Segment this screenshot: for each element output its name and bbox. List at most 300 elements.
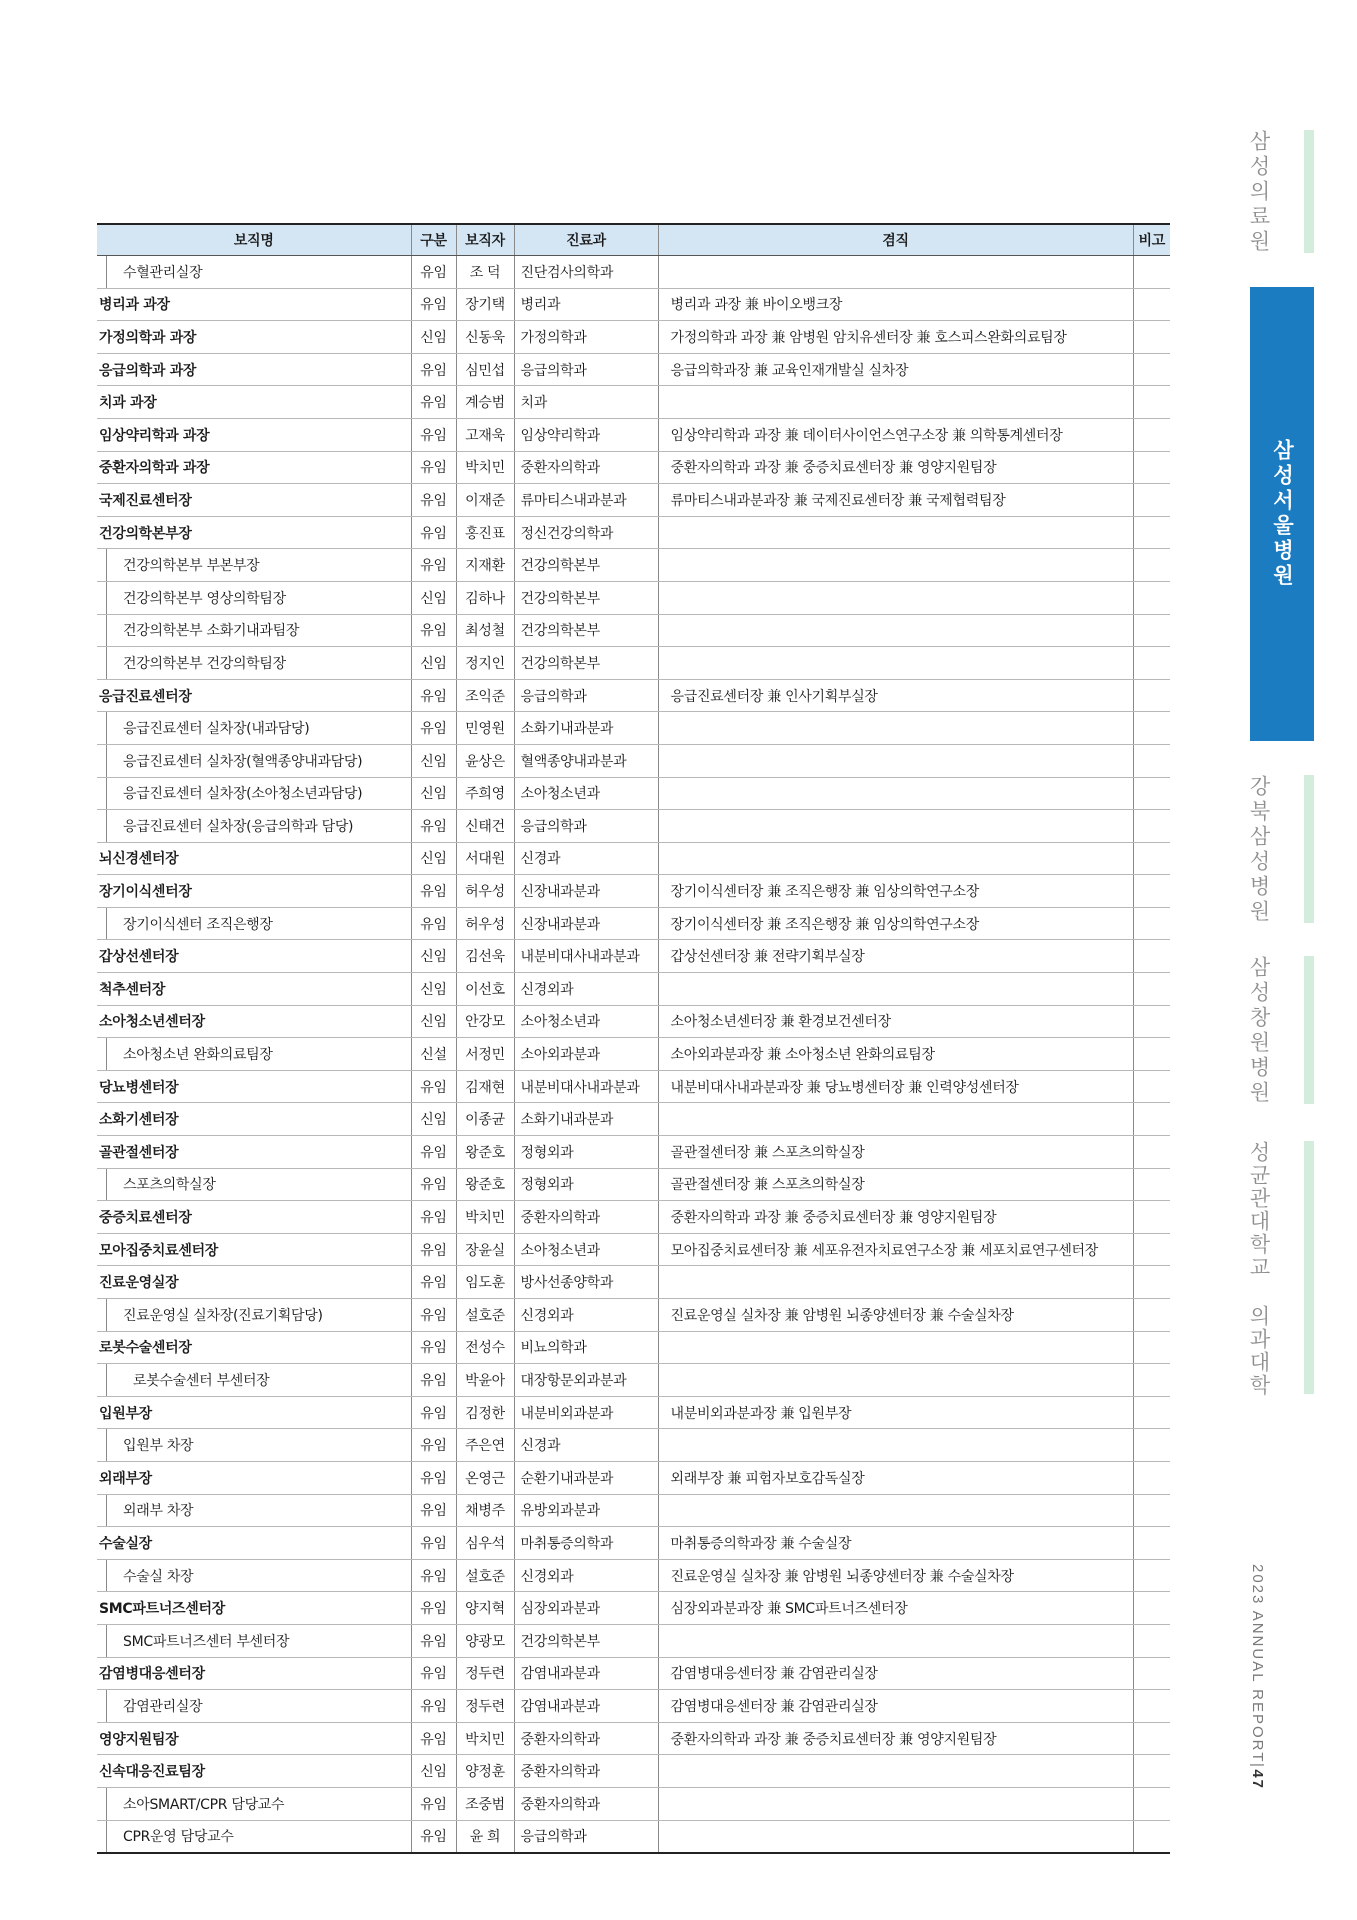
type-cell: 신임 <box>411 321 456 354</box>
position-cell: 외래부 차장 <box>97 1494 411 1527</box>
department-cell: 비뇨의학과 <box>514 1331 658 1364</box>
type-cell: 신임 <box>411 973 456 1006</box>
position-cell: 병리과 과장 <box>97 288 411 321</box>
table-row <box>97 940 1170 973</box>
position-cell: 응급진료센터장 <box>97 679 411 712</box>
concurrent-cell: 감염병대응센터장 兼 감염관리실장 <box>658 1657 1133 1690</box>
department-cell: 건강의학본부 <box>514 1624 658 1657</box>
position-cell: 국제진료센터장 <box>97 484 411 517</box>
concurrent-cell <box>658 1624 1133 1657</box>
table-row <box>97 1038 1170 1071</box>
note-cell <box>1133 1690 1170 1723</box>
type-cell: 유임 <box>411 1527 456 1560</box>
table-row <box>97 1820 1170 1853</box>
concurrent-cell <box>658 1364 1133 1397</box>
header-concurrent: 겸직 <box>658 224 1133 256</box>
type-cell: 유임 <box>411 679 456 712</box>
type-cell: 유임 <box>411 1364 456 1397</box>
department-cell: 중환자의학과 <box>514 1201 658 1234</box>
position-cell: 응급의학과 과장 <box>97 353 411 386</box>
concurrent-cell <box>658 256 1133 289</box>
type-cell: 유임 <box>411 1592 456 1625</box>
position-cell: 장기이식센터장 <box>97 875 411 908</box>
concurrent-cell <box>658 712 1133 745</box>
department-cell: 혈액종양내과분과 <box>514 744 658 777</box>
note-cell <box>1133 1494 1170 1527</box>
position-cell: SMC파트너즈센터장 <box>97 1592 411 1625</box>
person-cell: 이재준 <box>456 484 514 517</box>
department-cell: 내분비대사내과분과 <box>514 1070 658 1103</box>
page-number: 47 <box>1249 1769 1266 1790</box>
person-cell: 이선호 <box>456 973 514 1006</box>
concurrent-cell <box>658 1787 1133 1820</box>
table-row <box>97 1266 1170 1299</box>
note-cell <box>1133 679 1170 712</box>
position-cell: 갑상선센터장 <box>97 940 411 973</box>
table-row <box>97 973 1170 1006</box>
position-cell: 응급진료센터 실차장(응급의학과 담당) <box>97 810 411 843</box>
type-cell: 유임 <box>411 418 456 451</box>
type-cell: 유임 <box>411 907 456 940</box>
person-cell: 이종균 <box>456 1103 514 1136</box>
table-row <box>97 1657 1170 1690</box>
type-cell: 유임 <box>411 614 456 647</box>
concurrent-cell: 중환자의학과 과장 兼 중증치료센터장 兼 영양지원팀장 <box>658 451 1133 484</box>
department-cell: 정형외과 <box>514 1136 658 1169</box>
note-cell <box>1133 875 1170 908</box>
department-cell: 소화기내과분과 <box>514 1103 658 1136</box>
table-row <box>97 549 1170 582</box>
concurrent-cell <box>658 614 1133 647</box>
department-cell: 병리과 <box>514 288 658 321</box>
department-cell: 심장외과분과 <box>514 1592 658 1625</box>
person-cell: 심우석 <box>456 1527 514 1560</box>
concurrent-cell: 소아청소년센터장 兼 환경보건센터장 <box>658 1005 1133 1038</box>
concurrent-cell <box>658 1103 1133 1136</box>
table-row <box>97 451 1170 484</box>
position-cell: SMC파트너즈센터 부센터장 <box>97 1624 411 1657</box>
type-cell: 유임 <box>411 1722 456 1755</box>
table-row <box>97 875 1170 908</box>
note-cell <box>1133 1364 1170 1397</box>
department-cell: 류마티스내과분과 <box>514 484 658 517</box>
person-cell: 정지인 <box>456 647 514 680</box>
note-cell <box>1133 256 1170 289</box>
note-cell <box>1133 1657 1170 1690</box>
type-cell: 신임 <box>411 940 456 973</box>
note-cell <box>1133 1559 1170 1592</box>
note-cell <box>1133 1396 1170 1429</box>
position-cell: 소아SMART/CPR 담당교수 <box>97 1787 411 1820</box>
concurrent-cell <box>658 581 1133 614</box>
type-cell: 유임 <box>411 1233 456 1266</box>
person-cell: 장기택 <box>456 288 514 321</box>
concurrent-cell: 소아외과분과장 兼 소아청소년 완화의료팀장 <box>658 1038 1133 1071</box>
side-tab-samsung-seoul-hospital <box>1250 287 1314 741</box>
concurrent-cell <box>658 1494 1133 1527</box>
type-cell: 유임 <box>411 1624 456 1657</box>
table-row <box>97 1494 1170 1527</box>
type-cell: 유임 <box>411 288 456 321</box>
department-cell: 대장항문외과분과 <box>514 1364 658 1397</box>
department-cell: 유방외과분과 <box>514 1494 658 1527</box>
position-cell: 입원부 차장 <box>97 1429 411 1462</box>
note-cell <box>1133 1103 1170 1136</box>
type-cell: 유임 <box>411 1494 456 1527</box>
type-cell: 유임 <box>411 1136 456 1169</box>
type-cell: 신임 <box>411 1005 456 1038</box>
position-cell: 수혈관리실장 <box>97 256 411 289</box>
department-cell: 진단검사의학과 <box>514 256 658 289</box>
person-cell: 채병주 <box>456 1494 514 1527</box>
note-cell <box>1133 647 1170 680</box>
position-cell: 중환자의학과 과장 <box>97 451 411 484</box>
concurrent-cell <box>658 1755 1133 1788</box>
position-cell: 스포츠의학실장 <box>97 1168 411 1201</box>
note-cell <box>1133 940 1170 973</box>
concurrent-cell: 병리과 과장 兼 바이오뱅크장 <box>658 288 1133 321</box>
side-tab-samsung-changwon-hospital: 삼성창원병원 <box>1247 956 1271 1106</box>
concurrent-cell <box>658 516 1133 549</box>
concurrent-cell: 갑상선센터장 兼 전략기획부실장 <box>658 940 1133 973</box>
table-row <box>97 614 1170 647</box>
concurrent-cell: 진료운영실 실차장 兼 암병원 뇌종양센터장 兼 수술실차장 <box>658 1559 1133 1592</box>
person-cell: 박치민 <box>456 1722 514 1755</box>
concurrent-cell: 마취통증의학과장 兼 수술실장 <box>658 1527 1133 1560</box>
concurrent-cell <box>658 973 1133 1006</box>
table-row <box>97 777 1170 810</box>
note-cell <box>1133 1070 1170 1103</box>
position-cell: 척추센터장 <box>97 973 411 1006</box>
person-cell: 주은연 <box>456 1429 514 1462</box>
department-cell: 신장내과분과 <box>514 907 658 940</box>
table-row <box>97 1070 1170 1103</box>
type-cell: 유임 <box>411 1820 456 1853</box>
person-cell: 지재환 <box>456 549 514 582</box>
note-cell <box>1133 1429 1170 1462</box>
note-cell <box>1133 973 1170 1006</box>
table-row <box>97 484 1170 517</box>
type-cell: 유임 <box>411 1559 456 1592</box>
position-cell: 로봇수술센터 부센터장 <box>97 1364 411 1397</box>
note-cell <box>1133 1299 1170 1332</box>
table-row <box>97 1299 1170 1332</box>
table-row <box>97 1201 1170 1234</box>
department-cell: 신경외과 <box>514 973 658 1006</box>
appointments-table <box>97 223 1170 1854</box>
department-cell: 정신건강의학과 <box>514 516 658 549</box>
note-cell <box>1133 1168 1170 1201</box>
note-cell <box>1133 712 1170 745</box>
table-row <box>97 1136 1170 1169</box>
note-cell <box>1133 1266 1170 1299</box>
person-cell: 심민섭 <box>456 353 514 386</box>
position-cell: 골관절센터장 <box>97 1136 411 1169</box>
position-cell: 임상약리학과 과장 <box>97 418 411 451</box>
note-cell <box>1133 1527 1170 1560</box>
concurrent-cell: 외래부장 兼 피험자보호감독실장 <box>658 1461 1133 1494</box>
table-row <box>97 1527 1170 1560</box>
header-department: 진료과 <box>514 224 658 256</box>
department-cell: 정형외과 <box>514 1168 658 1201</box>
type-cell: 유임 <box>411 386 456 419</box>
department-cell: 건강의학본부 <box>514 581 658 614</box>
person-cell: 서대원 <box>456 842 514 875</box>
type-cell: 유임 <box>411 1168 456 1201</box>
person-cell: 김재현 <box>456 1070 514 1103</box>
table-row <box>97 842 1170 875</box>
table-row <box>97 744 1170 777</box>
concurrent-cell <box>658 549 1133 582</box>
side-tab-bar <box>1304 130 1314 253</box>
person-cell: 김하나 <box>456 581 514 614</box>
person-cell: 허우성 <box>456 907 514 940</box>
concurrent-cell <box>658 647 1133 680</box>
note-cell <box>1133 777 1170 810</box>
concurrent-cell <box>658 810 1133 843</box>
person-cell: 왕준호 <box>456 1168 514 1201</box>
note-cell <box>1133 1136 1170 1169</box>
person-cell: 정두련 <box>456 1690 514 1723</box>
person-cell: 홍진표 <box>456 516 514 549</box>
position-cell: 소아청소년 완화의료팀장 <box>97 1038 411 1071</box>
type-cell: 유임 <box>411 353 456 386</box>
concurrent-cell: 중환자의학과 과장 兼 중증치료센터장 兼 영양지원팀장 <box>658 1722 1133 1755</box>
concurrent-cell: 모아집중치료센터장 兼 세포유전자치료연구소장 兼 세포치료연구센터장 <box>658 1233 1133 1266</box>
department-cell: 소아청소년과 <box>514 1233 658 1266</box>
side-tab-bar <box>1304 1141 1314 1394</box>
type-cell: 유임 <box>411 875 456 908</box>
position-cell: 건강의학본부 건강의학팀장 <box>97 647 411 680</box>
department-cell: 중환자의학과 <box>514 1755 658 1788</box>
concurrent-cell: 심장외과분과장 兼 SMC파트너즈센터장 <box>658 1592 1133 1625</box>
type-cell: 유임 <box>411 1429 456 1462</box>
concurrent-cell: 응급진료센터장 兼 인사기획부실장 <box>658 679 1133 712</box>
position-cell: 응급진료센터 실차장(혈액종양내과담당) <box>97 744 411 777</box>
department-cell: 소아외과분과 <box>514 1038 658 1071</box>
note-cell <box>1133 1624 1170 1657</box>
person-cell: 온영근 <box>456 1461 514 1494</box>
note-cell <box>1133 451 1170 484</box>
position-cell: 뇌신경센터장 <box>97 842 411 875</box>
note-cell <box>1133 1592 1170 1625</box>
department-cell: 소화기내과분과 <box>514 712 658 745</box>
type-cell: 유임 <box>411 1299 456 1332</box>
table-row <box>97 1690 1170 1723</box>
side-tab-skku-medicine: 성균관대학교 의과대학 <box>1247 1141 1271 1397</box>
person-cell: 양지혁 <box>456 1592 514 1625</box>
person-cell: 계승범 <box>456 386 514 419</box>
note-cell <box>1133 1820 1170 1853</box>
department-cell: 마취통증의학과 <box>514 1527 658 1560</box>
table-row <box>97 386 1170 419</box>
header-position: 보직명 <box>97 224 411 256</box>
type-cell: 유임 <box>411 1461 456 1494</box>
note-cell <box>1133 484 1170 517</box>
table-row <box>97 1787 1170 1820</box>
table-row <box>97 256 1170 289</box>
type-cell: 유임 <box>411 1396 456 1429</box>
table-row <box>97 1722 1170 1755</box>
side-tab-bar <box>1304 956 1314 1104</box>
person-cell: 고재욱 <box>456 418 514 451</box>
position-cell: 영양지원팀장 <box>97 1722 411 1755</box>
type-cell: 신임 <box>411 1755 456 1788</box>
report-title: 2023 ANNUAL REPORT <box>1249 1564 1266 1764</box>
type-cell: 유임 <box>411 549 456 582</box>
note-cell <box>1133 810 1170 843</box>
person-cell: 설호준 <box>456 1299 514 1332</box>
concurrent-cell: 장기이식센터장 兼 조직은행장 兼 임상의학연구소장 <box>658 907 1133 940</box>
table-row <box>97 1592 1170 1625</box>
type-cell: 유임 <box>411 516 456 549</box>
appointments-table-wrapper <box>97 223 1170 1854</box>
department-cell: 건강의학본부 <box>514 647 658 680</box>
table-row <box>97 321 1170 354</box>
report-separator: | <box>1249 1763 1266 1770</box>
note-cell <box>1133 353 1170 386</box>
department-cell: 응급의학과 <box>514 810 658 843</box>
note-cell <box>1133 614 1170 647</box>
header-row <box>97 224 1170 256</box>
position-cell: 건강의학본부 부본부장 <box>97 549 411 582</box>
table-row <box>97 647 1170 680</box>
concurrent-cell <box>658 386 1133 419</box>
person-cell: 김선욱 <box>456 940 514 973</box>
concurrent-cell <box>658 744 1133 777</box>
position-cell: 당뇨병센터장 <box>97 1070 411 1103</box>
table-row <box>97 1396 1170 1429</box>
concurrent-cell: 골관절센터장 兼 스포츠의학실장 <box>658 1136 1133 1169</box>
department-cell: 내분비대사내과분과 <box>514 940 658 973</box>
concurrent-cell: 내분비외과분과장 兼 입원부장 <box>658 1396 1133 1429</box>
concurrent-cell <box>658 1820 1133 1853</box>
table-row <box>97 1624 1170 1657</box>
type-cell: 유임 <box>411 1331 456 1364</box>
note-cell <box>1133 842 1170 875</box>
type-cell: 신임 <box>411 1103 456 1136</box>
department-cell: 응급의학과 <box>514 679 658 712</box>
type-cell: 신설 <box>411 1038 456 1071</box>
position-cell: 건강의학본부장 <box>97 516 411 549</box>
department-cell: 응급의학과 <box>514 353 658 386</box>
table-row <box>97 1461 1170 1494</box>
position-cell: 치과 과장 <box>97 386 411 419</box>
table-row <box>97 1755 1170 1788</box>
table-row <box>97 907 1170 940</box>
position-cell: 신속대응진료팀장 <box>97 1755 411 1788</box>
concurrent-cell: 골관절센터장 兼 스포츠의학실장 <box>658 1168 1133 1201</box>
concurrent-cell: 임상약리학과 과장 兼 데이터사이언스연구소장 兼 의학통계센터장 <box>658 418 1133 451</box>
position-cell: 소아청소년센터장 <box>97 1005 411 1038</box>
note-cell <box>1133 1755 1170 1788</box>
concurrent-cell: 장기이식센터장 兼 조직은행장 兼 임상의학연구소장 <box>658 875 1133 908</box>
concurrent-cell: 가정의학과 과장 兼 암병원 암치유센터장 兼 호스피스완화의료팀장 <box>658 321 1133 354</box>
concurrent-cell: 중환자의학과 과장 兼 중증치료센터장 兼 영양지원팀장 <box>658 1201 1133 1234</box>
department-cell: 소아청소년과 <box>514 1005 658 1038</box>
department-cell: 신경외과 <box>514 1299 658 1332</box>
side-tab-samsung-medical-center: 삼성의료원 <box>1247 130 1271 255</box>
type-cell: 유임 <box>411 712 456 745</box>
person-cell: 박치민 <box>456 1201 514 1234</box>
concurrent-cell: 내분비대사내과분과장 兼 당뇨병센터장 兼 인력양성센터장 <box>658 1070 1133 1103</box>
person-cell: 정두련 <box>456 1657 514 1690</box>
department-cell: 중환자의학과 <box>514 1722 658 1755</box>
type-cell: 신임 <box>411 777 456 810</box>
report-footer <box>1250 1564 1265 1790</box>
person-cell: 설호준 <box>456 1559 514 1592</box>
table-row <box>97 1331 1170 1364</box>
position-cell: 중증치료센터장 <box>97 1201 411 1234</box>
person-cell: 신태건 <box>456 810 514 843</box>
concurrent-cell <box>658 842 1133 875</box>
concurrent-cell: 류마티스내과분과장 兼 국제진료센터장 兼 국제협력팀장 <box>658 484 1133 517</box>
position-cell: 모아집중치료센터장 <box>97 1233 411 1266</box>
position-cell: 건강의학본부 영상의학팀장 <box>97 581 411 614</box>
position-cell: 소화기센터장 <box>97 1103 411 1136</box>
type-cell: 유임 <box>411 1201 456 1234</box>
department-cell: 신경과 <box>514 1429 658 1462</box>
person-cell: 조중범 <box>456 1787 514 1820</box>
person-cell: 장윤실 <box>456 1233 514 1266</box>
type-cell: 유임 <box>411 484 456 517</box>
position-cell: 건강의학본부 소화기내과팀장 <box>97 614 411 647</box>
table-row <box>97 1005 1170 1038</box>
table-row <box>97 1168 1170 1201</box>
person-cell: 임도훈 <box>456 1266 514 1299</box>
position-cell: 진료운영실 실차장(진료기획담당) <box>97 1299 411 1332</box>
department-cell: 신경과 <box>514 842 658 875</box>
person-cell: 박치민 <box>456 451 514 484</box>
department-cell: 소아청소년과 <box>514 777 658 810</box>
concurrent-cell: 진료운영실 실차장 兼 암병원 뇌종양센터장 兼 수술실차장 <box>658 1299 1133 1332</box>
department-cell: 신경외과 <box>514 1559 658 1592</box>
person-cell: 안강모 <box>456 1005 514 1038</box>
position-cell: 응급진료센터 실차장(내과담당) <box>97 712 411 745</box>
concurrent-cell <box>658 1429 1133 1462</box>
type-cell: 유임 <box>411 1266 456 1299</box>
note-cell <box>1133 1005 1170 1038</box>
position-cell: 장기이식센터 조직은행장 <box>97 907 411 940</box>
department-cell: 중환자의학과 <box>514 451 658 484</box>
table-row <box>97 1429 1170 1462</box>
person-cell: 양정훈 <box>456 1755 514 1788</box>
type-cell: 신임 <box>411 842 456 875</box>
person-cell: 민영원 <box>456 712 514 745</box>
note-cell <box>1133 1331 1170 1364</box>
position-cell: 가정의학과 과장 <box>97 321 411 354</box>
type-cell: 유임 <box>411 256 456 289</box>
header-note: 비고 <box>1133 224 1170 256</box>
table-row <box>97 418 1170 451</box>
type-cell: 유임 <box>411 810 456 843</box>
department-cell: 건강의학본부 <box>514 549 658 582</box>
person-cell: 양광모 <box>456 1624 514 1657</box>
department-cell: 가정의학과 <box>514 321 658 354</box>
department-cell: 순환기내과분과 <box>514 1461 658 1494</box>
department-cell: 중환자의학과 <box>514 1787 658 1820</box>
type-cell: 신임 <box>411 647 456 680</box>
note-cell <box>1133 1787 1170 1820</box>
position-cell: 로봇수술센터장 <box>97 1331 411 1364</box>
note-cell <box>1133 549 1170 582</box>
table-row <box>97 1233 1170 1266</box>
person-cell: 서정민 <box>456 1038 514 1071</box>
position-cell: 입원부장 <box>97 1396 411 1429</box>
position-cell: 수술실 차장 <box>97 1559 411 1592</box>
department-cell: 응급의학과 <box>514 1820 658 1853</box>
note-cell <box>1133 1722 1170 1755</box>
